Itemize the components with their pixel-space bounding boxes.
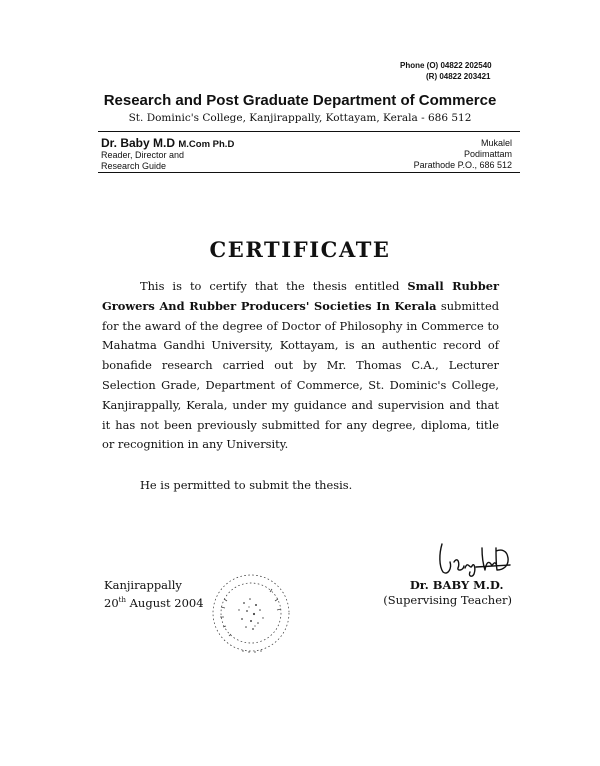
address-line3: Parathode P.O., 686 512 [413,160,512,171]
date-suffix: th [118,596,126,604]
phone-numbers [400,60,506,82]
body-text-part2: submitted for the award of the degree of Doctor of Philosophy in Commerce to Mahatma Gandhi University, Kottayam, is an authentic record of bonafide research carried out by Mr. Thomas C.A., Lecturer Selection Grade, Department of Commerce, St. Dominic's College, Kanjirappally, Kerala, under my guidance and supervision and that it has not been previously submitted for any degree, diploma, title or recognition in any University. [102,298,499,452]
thesis-title: Small Rubber Growers And Rubber Producers' Societies In Kerala [102,279,499,313]
date [104,593,204,611]
signer-role: (Supervising Teacher) [383,593,512,607]
department-heading: Research and Post Graduate Department of Commerce [103,92,497,109]
residence-address-block [414,138,512,172]
director-role-line1: Reader, Director and [101,150,185,160]
certificate-paragraph [102,277,499,455]
date-day: 20 [104,595,119,610]
address-line1: Mukalel [480,138,512,148]
college-seal-icon [206,563,296,663]
header-rule-bottom [98,172,520,173]
date-rest: August 2004 [125,595,204,610]
signer-name: Dr. BABY M.D. [409,578,504,592]
place-date-block [104,578,204,611]
director-name-text: Dr. Baby M.D [101,136,176,150]
director-block [101,136,234,172]
permission-statement: He is permitted to submit the thesis. [140,478,353,492]
header-rule-top [98,131,520,132]
body-text-part1: This is to certify that the thesis entitled [140,279,408,293]
handwritten-signature-icon [430,538,516,578]
director-name [101,136,234,150]
director-degrees: M.Com Ph.D [178,139,235,150]
director-role-line2: Research Guide [101,161,167,171]
college-address: St. Dominic's College, Kanjirappally, Kottayam, Kerala - 686 512 [128,112,472,124]
certificate-body [102,277,499,455]
signer-block [383,578,512,608]
certificate-title: CERTIFICATE [209,237,391,262]
phone-residence: (R) 04822 203421 [426,72,491,81]
address-line2: Podimattam [463,149,512,160]
place: Kanjirappally [104,578,182,592]
phone-office: Phone (O) 04822 202540 [400,61,492,70]
